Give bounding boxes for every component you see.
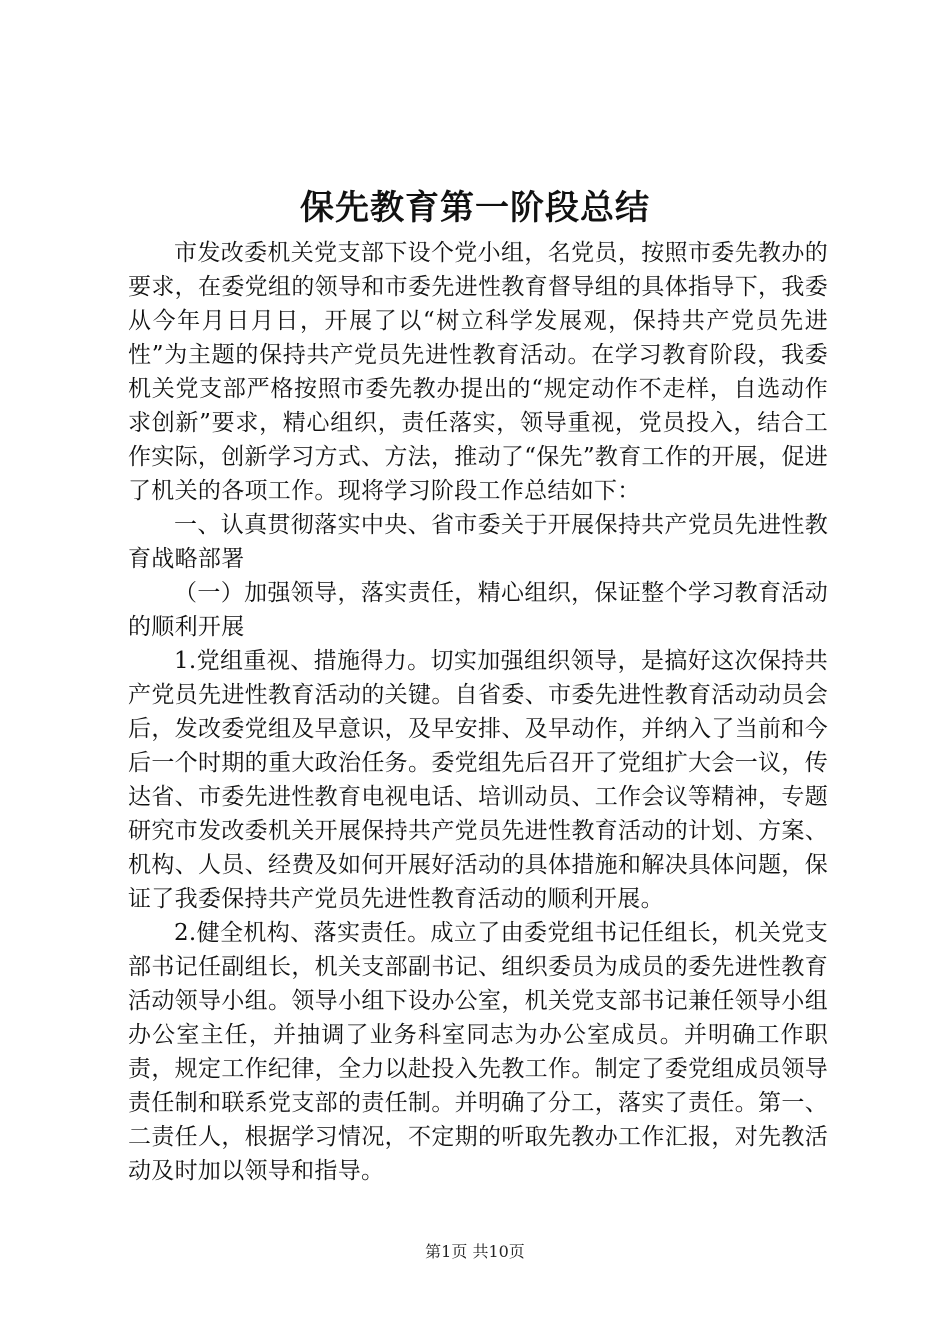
- document-title: 保先教育第一阶段总结: [300, 188, 650, 228]
- paragraph-item-2: 2.健全机构、落实责任。成立了由委党组书记任组长，机关党支部书记任副组长，机关支部副书记、组织委员为成员的委先进性教育活动领导小组。领导小组下设办公室，机关党支部书记兼任领导小组办公室主任，并抽调了业务科室同志为办公室成员。并明确工作职责，规定工作纪律，全力以赴投入先教工作。制定了委党组成员领导责任制和联系党支部的责任制。并明确了分工，落实了责任。第一、二责任人，根据学习情况，不定期的听取先教办工作汇报，对先教活动及时加以领导和指导。: [128, 920, 828, 1184]
- subsection-heading-1: （一）加强领导，落实责任，精心组织，保证整个学习教育活动的顺利开展: [128, 580, 828, 640]
- paragraph-intro: 市发改委机关党支部下设个党小组，名党员，按照市委先教办的要求，在委党组的领导和市委先进性教育督导组的具体指导下，我委从今年月日月日，开展了以“树立科学发展观，保持共产党员先进性”为主题的保持共产党员先进性教育活动。在学习教育阶段，我委机关党支部严格按照市委先教办提出的“规定动作不走样，自选动作求创新”要求，精心组织，责任落实，领导重视，党员投入，结合工作实际，创新学习方式、方法，推动了“保先”教育工作的开展，促进了机关的各项工作。现将学习阶段工作总结如下：: [128, 240, 828, 504]
- section-heading-1: 一、认真贯彻落实中央、省市委关于开展保持共产党员先进性教育战略部署: [128, 512, 828, 572]
- document-body: [128, 236, 828, 1188]
- paragraph-item-1: 1.党组重视、措施得力。切实加强组织领导，是搞好这次保持共产党员先进性教育活动的关键。自省委、市委先进性教育活动动员会后，发改委党组及早意识，及早安排、及早动作，并纳入了当前和今后一个时期的重大政治任务。委党组先后召开了党组扩大会一议，传达省、市委先进性教育电视电话、培训动员、工作会议等精神，专题研究市发改委机关开展保持共产党员先进性教育活动的计划、方案、机构、人员、经费及如何开展好活动的具体措施和解决具体问题，保证了我委保持共产党员先进性教育活动的顺利开展。: [128, 648, 828, 912]
- page-number-footer: 第1页 共10页: [425, 1242, 525, 1261]
